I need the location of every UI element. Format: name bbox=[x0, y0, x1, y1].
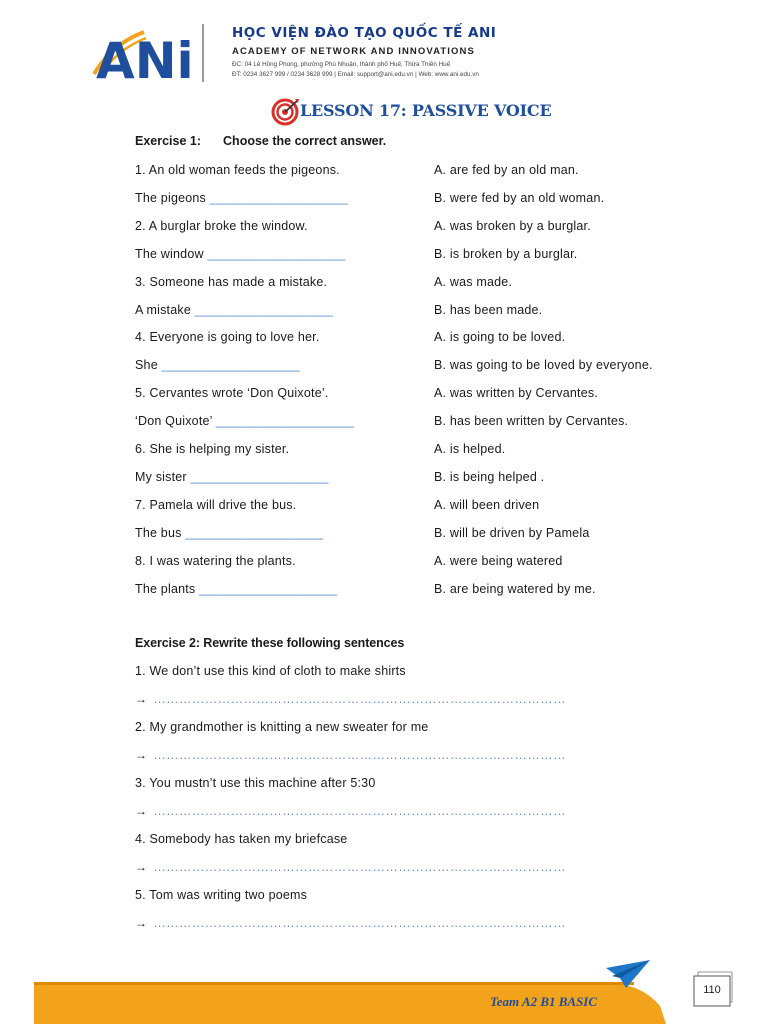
exercise-1-option-13[interactable]: A. will been driven bbox=[434, 498, 540, 512]
exercise-2-answer-line-4[interactable] bbox=[135, 860, 566, 874]
exercise-1-instruction: Choose the correct answer. bbox=[223, 134, 387, 148]
exercise-1-option-14[interactable]: B. will be driven by Pamela bbox=[434, 526, 590, 540]
page-number: 110 bbox=[703, 984, 721, 996]
exercise-1-question-14 bbox=[135, 526, 323, 540]
arrow-right-icon: → bbox=[135, 692, 148, 706]
answer-blank[interactable]: _____________________ bbox=[207, 247, 345, 261]
question-text: 7. Pamela will drive the bus. bbox=[135, 498, 297, 512]
logo-text: ANi bbox=[96, 32, 194, 90]
answer-blank[interactable]: _____________________ bbox=[190, 470, 329, 484]
exercise-1-option-16[interactable]: B. are being watered by me. bbox=[434, 582, 596, 596]
exercise-1-question-2 bbox=[135, 191, 347, 205]
question-text: She bbox=[135, 358, 158, 372]
answer-dots[interactable]: …………………………………………………………………………………… bbox=[153, 916, 567, 930]
exercise-2-sentence-3: 3. You mustn’t use this machine after 5:30 bbox=[135, 776, 376, 790]
arrow-right-icon: → bbox=[135, 804, 148, 818]
exercise-2-answer-line-3[interactable] bbox=[135, 804, 566, 818]
exercise-2-answer-line-5[interactable] bbox=[135, 916, 566, 930]
org-name-en: ACADEMY OF NETWORK AND INNOVATIONS bbox=[232, 46, 475, 57]
exercise-1-option-3[interactable]: A. was broken by a burglar. bbox=[434, 219, 591, 233]
exercise-2-answer-line-1[interactable] bbox=[135, 692, 566, 706]
question-text: 6. She is helping my sister. bbox=[135, 442, 290, 456]
arrow-right-icon: → bbox=[135, 748, 148, 762]
answer-dots[interactable]: …………………………………………………………………………………… bbox=[153, 860, 567, 874]
exercise-1-option-8[interactable]: B. was going to be loved by everyone. bbox=[434, 358, 653, 372]
question-text: 3. Someone has made a mistake. bbox=[135, 275, 328, 289]
exercise-1-question-8 bbox=[135, 358, 299, 372]
answer-blank[interactable]: _____________________ bbox=[209, 191, 348, 205]
arrow-right-icon: → bbox=[135, 860, 148, 874]
exercise-1-option-9[interactable]: A. was written by Cervantes. bbox=[434, 386, 598, 400]
exercise-1-option-4[interactable]: B. is broken by a burglar. bbox=[434, 247, 578, 261]
exercise-1-question-12 bbox=[135, 470, 328, 484]
exercise-2-sentence-5: 5. Tom was writing two poems bbox=[135, 888, 308, 902]
target-icon bbox=[270, 97, 300, 127]
answer-blank[interactable]: _____________________ bbox=[215, 414, 354, 428]
exercise-1-question-3 bbox=[135, 219, 308, 233]
lesson-title: LESSON 17: PASSIVE VOICE bbox=[300, 101, 552, 120]
exercise-1-question-13 bbox=[135, 498, 296, 512]
question-text: The pigeons bbox=[135, 191, 206, 205]
answer-dots[interactable]: …………………………………………………………………………………… bbox=[153, 804, 567, 818]
ani-logo bbox=[92, 26, 194, 90]
exercise-1-heading bbox=[135, 134, 386, 148]
question-text: The window bbox=[135, 247, 204, 261]
exercise-1-option-10[interactable]: B. has been written by Cervantes. bbox=[434, 414, 629, 428]
exercise-1-question-7 bbox=[135, 330, 320, 344]
exercise-1-option-15[interactable]: A. were being watered bbox=[434, 554, 563, 568]
question-text: The plants bbox=[135, 582, 196, 596]
exercise-2-label: Exercise 2: bbox=[135, 636, 200, 650]
exercise-1-option-12[interactable]: B. is being helped . bbox=[434, 470, 545, 484]
question-text: 5. Cervantes wrote ‘Don Quixote’. bbox=[135, 386, 329, 400]
exercise-2-sentence-4: 4. Somebody has taken my briefcase bbox=[135, 832, 348, 846]
org-address: ĐC: 04 Lê Hồng Phong, phường Phú Nhuận, thành phố Huế, Thừa Thiên Huế bbox=[232, 61, 451, 68]
question-text: 8. I was watering the plants. bbox=[135, 554, 296, 568]
question-text: My sister bbox=[135, 470, 187, 484]
footer-team: Team A2 B1 BASIC bbox=[490, 994, 598, 1009]
exercise-1-question-11 bbox=[135, 442, 289, 456]
question-text: A mistake bbox=[135, 303, 191, 317]
exercise-1-option-2[interactable]: B. were fed by an old woman. bbox=[434, 191, 605, 205]
exercise-1-option-1[interactable]: A. are fed by an old man. bbox=[434, 163, 579, 177]
exercise-1-question-6 bbox=[135, 303, 332, 317]
exercise-1-option-7[interactable]: A. is going to be loved. bbox=[434, 330, 566, 344]
exercise-1-question-9 bbox=[135, 386, 329, 400]
org-contact: ĐT: 0234 3627 999 / 0234 3628 999 | Email: support@ani.edu.vn | Web: www.ani.edu.vn bbox=[232, 71, 479, 78]
exercise-1-question-4 bbox=[135, 247, 345, 261]
answer-blank[interactable]: _____________________ bbox=[199, 582, 337, 596]
exercise-1-question-10 bbox=[135, 414, 353, 428]
exercise-1-label: Exercise 1: bbox=[135, 134, 202, 148]
org-name-vn: HỌC VIỆN ĐÀO TẠO QUỐC TẾ ANI bbox=[232, 25, 497, 41]
exercise-1-question-16 bbox=[135, 582, 337, 596]
exercise-1-question-15 bbox=[135, 554, 296, 568]
exercise-1-question-1 bbox=[135, 163, 340, 177]
exercise-2-answer-line-2[interactable] bbox=[135, 748, 566, 762]
answer-dots[interactable]: …………………………………………………………………………………… bbox=[153, 748, 567, 762]
answer-dots[interactable]: …………………………………………………………………………………… bbox=[153, 692, 567, 706]
exercise-2-heading bbox=[135, 636, 404, 650]
arrow-right-icon: → bbox=[135, 916, 148, 930]
exercise-2-sentence-2: 2. My grandmother is knitting a new sweater for me bbox=[135, 720, 429, 734]
answer-blank[interactable]: _____________________ bbox=[161, 358, 300, 372]
footer-band bbox=[0, 960, 768, 1024]
answer-blank[interactable]: _____________________ bbox=[194, 303, 333, 317]
question-text: 1. An old woman feeds the pigeons. bbox=[135, 163, 340, 177]
header-divider bbox=[202, 24, 204, 82]
question-text: 4. Everyone is going to love her. bbox=[135, 330, 320, 344]
question-text: 2. A burglar broke the window. bbox=[135, 219, 308, 233]
question-text: ‘Don Quixote’ bbox=[135, 414, 213, 428]
exercise-1-option-5[interactable]: A. was made. bbox=[434, 275, 513, 289]
exercise-1-option-6[interactable]: B. has been made. bbox=[434, 303, 543, 317]
answer-blank[interactable]: _____________________ bbox=[185, 526, 323, 540]
exercise-1-option-11[interactable]: A. is helped. bbox=[434, 442, 506, 456]
exercise-1-question-5 bbox=[135, 275, 327, 289]
exercise-2-instruction: Rewrite these following sentences bbox=[203, 636, 405, 650]
exercise-2-sentence-1: 1. We don’t use this kind of cloth to make shirts bbox=[135, 664, 406, 678]
question-text: The bus bbox=[135, 526, 182, 540]
